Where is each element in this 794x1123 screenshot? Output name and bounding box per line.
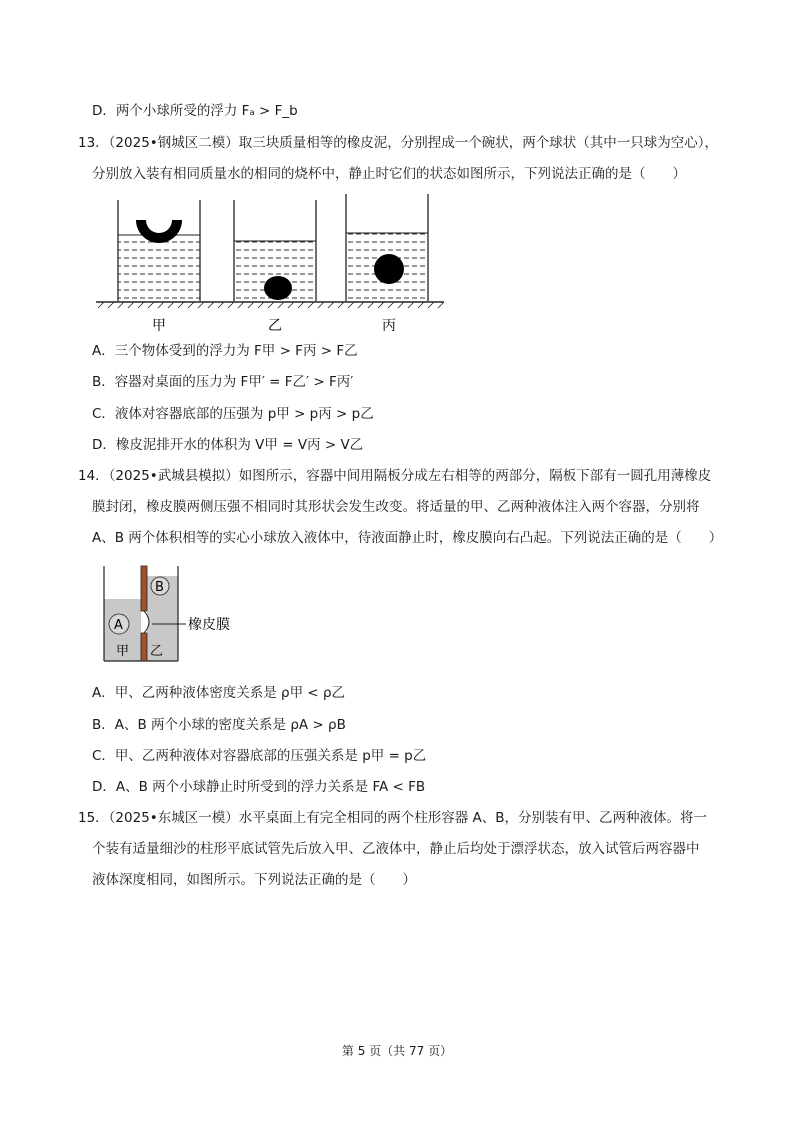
partition-upper [141, 566, 147, 611]
q12-option-d: D．两个小球所受的浮力 Fₐ > F_b [92, 103, 298, 119]
q14-option-c: C．甲、乙两种液体对容器底部的压强关系是 p甲 = p乙 [92, 748, 427, 764]
page-footer: 第 5 页（共 77 页） [341, 1044, 453, 1058]
q13-option-b: B．容器对桌面的压力为 F甲′ = F乙′ > F丙′ [92, 374, 354, 390]
q14-figure [100, 562, 250, 667]
q14-option-a: A．甲、乙两种液体密度关系是 ρ甲 < ρ乙 [92, 685, 346, 701]
q14-stem-line1: 14．（2025•武城县模拟）如图所示，容器中间用隔板分成左右相等的两部分，隔板下部有一圆孔用薄橡皮 [78, 468, 712, 484]
q13-option-d: D．橡皮泥排开水的体积为 V甲 = V丙 > V乙 [92, 437, 364, 453]
ball-b-label: B [155, 580, 164, 595]
beaker-jia [118, 200, 200, 301]
partition-lower [141, 633, 147, 661]
q13-figure [92, 190, 448, 338]
beaker-bing [346, 194, 428, 301]
liquid-jia-label: 甲 [116, 644, 130, 659]
q13-stem-line1: 13．（2025•钢城区二模）取三块质量相等的橡皮泥，分别捏成一个碗状，两个球状（其中一只球为空心）， [78, 135, 718, 151]
q13-stem-line2: 分别放入装有相同质量水的相同的烧杯中，静止时它们的状态如图所示，下列说法正确的是（ ） [92, 166, 686, 182]
table-hatch [98, 302, 444, 308]
label-jia: 甲 [152, 318, 166, 334]
q14-option-d: D．A、B 两个小球静止时所受到的浮力关系是 FA < FB [92, 779, 426, 795]
water-jia [118, 235, 200, 301]
q14-option-b: B．A、B 两个小球的密度关系是 ρA > ρB [92, 717, 346, 733]
liquid-yi-label: 乙 [150, 644, 164, 659]
label-yi: 乙 [268, 318, 282, 334]
clay-ball-sunk [264, 276, 292, 300]
membrane-label: 橡皮膜 [188, 617, 230, 633]
clay-ball-suspended [374, 254, 404, 284]
q13-option-c: C．液体对容器底部的压强为 p甲 > p丙 > p乙 [92, 406, 374, 422]
q15-stem-line3: 液体深度相同，如图所示。下列说法正确的是（ ） [92, 872, 416, 888]
beaker-yi [234, 200, 316, 301]
q13-option-a: A．三个物体受到的浮力为 F甲 > F丙 > F乙 [92, 343, 358, 359]
q14-stem-line3: A、B 两个体积相等的实心小球放入液体中，待液面静止时，橡皮膜向右凸起。下列说法正确的是（ ） [92, 530, 723, 546]
q15-stem-line1: 15．（2025•东城区一模）水平桌面上有完全相同的两个柱形容器 A、B，分别装有甲、乙两种液体。将一 [78, 810, 708, 826]
label-bing: 丙 [382, 318, 396, 334]
q14-stem-line2: 膜封闭，橡皮膜两侧压强不相同时其形状会发生改变。将适量的甲、乙两种液体注入两个容器，分别将 [92, 499, 700, 515]
q15-stem-line2: 个装有适量细沙的柱形平底试管先后放入甲、乙液体中，静止后均处于漂浮状态，放入试管后两容器中 [92, 841, 700, 857]
ball-a-label: A [114, 618, 123, 633]
